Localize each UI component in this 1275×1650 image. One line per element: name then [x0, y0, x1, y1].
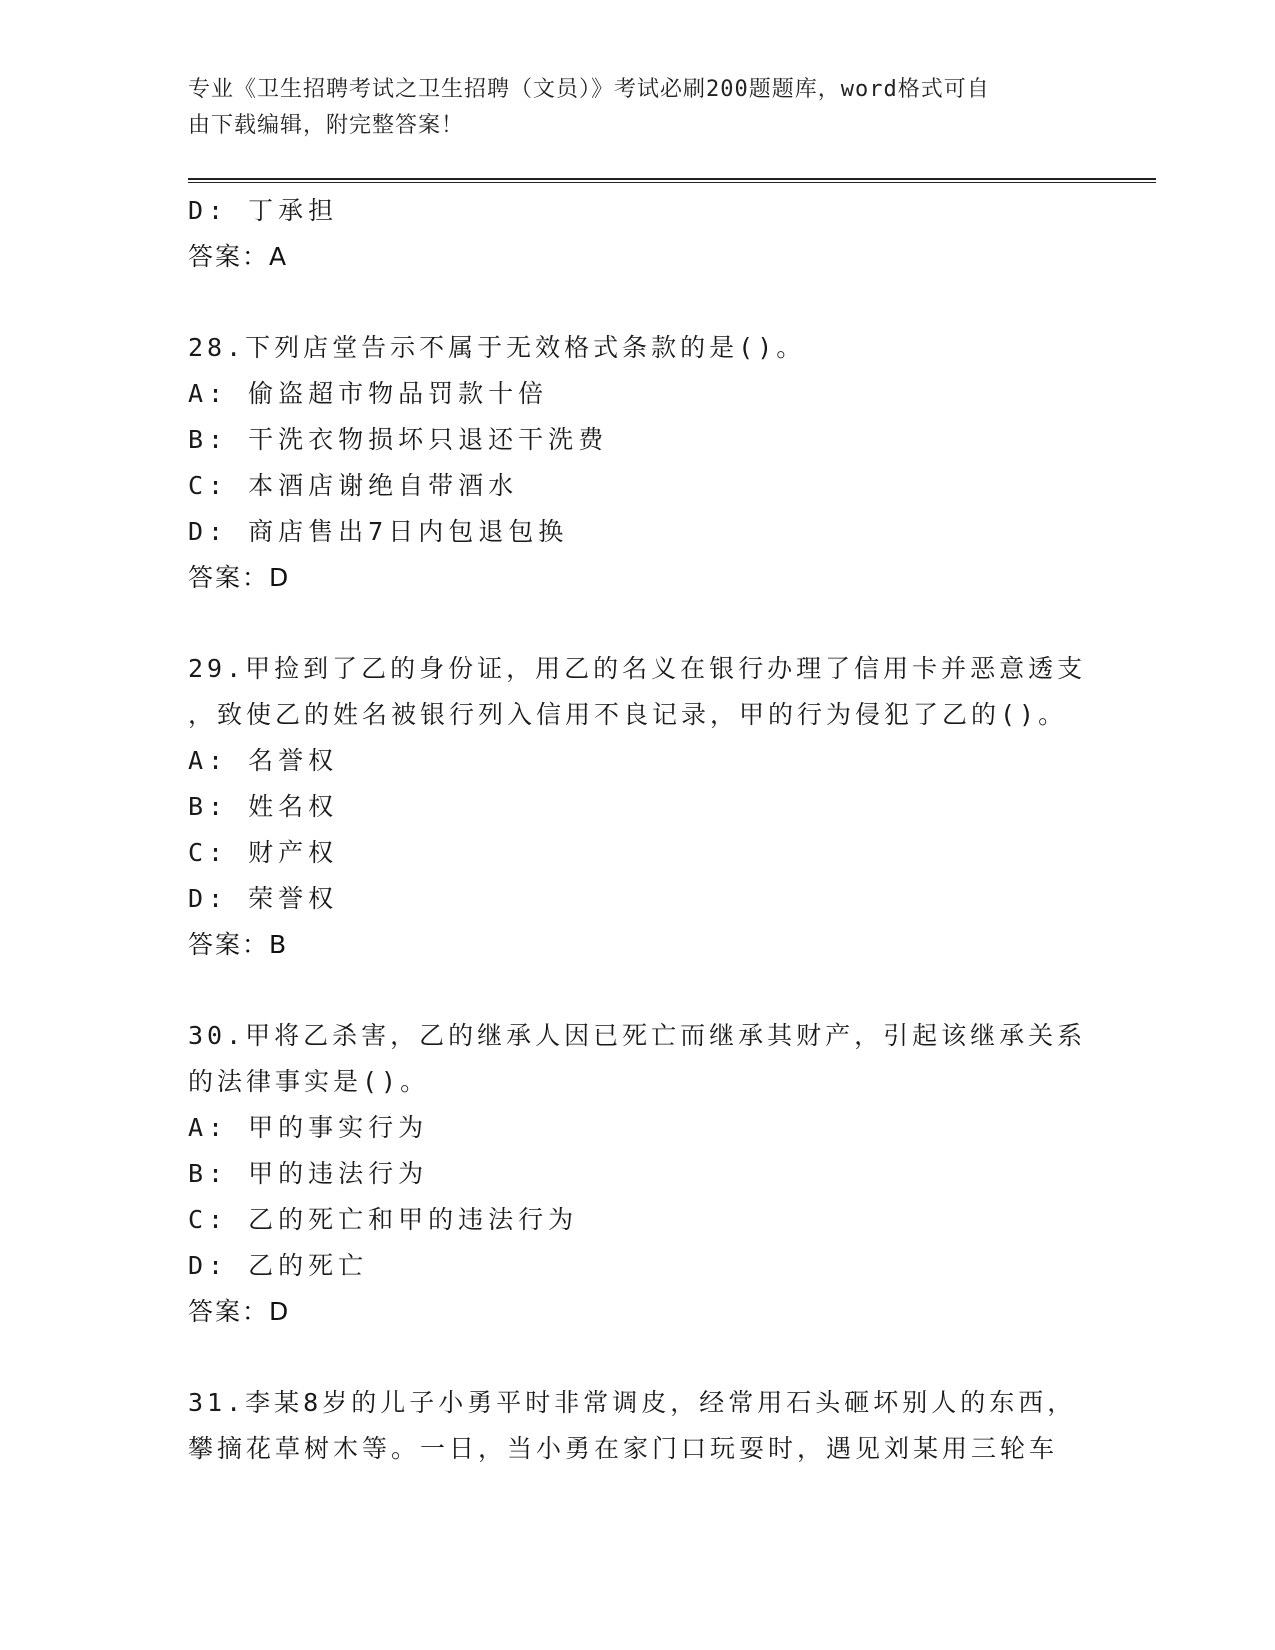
continued-question	[188, 188, 1088, 280]
answer-line: 答案：A	[188, 242, 289, 271]
option-d: D: 丁承担	[188, 196, 339, 225]
option-c: C: 本酒店谢绝自带酒水	[188, 471, 519, 500]
question-28	[188, 325, 1088, 601]
question-29	[188, 646, 1088, 968]
question-text-line: 31.李某8岁的儿子小勇平时非常调皮，经常用石头砸坏别人的东西，	[188, 1388, 1077, 1417]
option-c: C: 财产权	[188, 838, 339, 867]
question-text-line: 29.甲捡到了乙的身份证，用乙的名义在银行办理了信用卡并恶意透支	[188, 654, 1087, 683]
question-31	[188, 1380, 1088, 1472]
document-header	[188, 72, 1068, 144]
option-c: C: 乙的死亡和甲的违法行为	[188, 1205, 579, 1234]
option-d: D: 荣誉权	[188, 884, 339, 913]
question-text	[188, 1380, 1088, 1472]
question-30	[188, 1013, 1088, 1335]
option-b: B: 甲的违法行为	[188, 1159, 429, 1188]
answer-line: 答案：D	[188, 1297, 291, 1326]
question-text	[188, 1013, 1088, 1105]
header-line-2: 由下载编辑，附完整答案！	[188, 113, 465, 138]
question-text	[188, 646, 1088, 738]
question-list	[188, 188, 1088, 1472]
option-a: A: 名誉权	[188, 746, 339, 775]
question-text-line: 的法律事实是()。	[188, 1067, 430, 1096]
option-d: D: 乙的死亡	[188, 1251, 369, 1280]
question-text-line: 攀摘花草树木等。一日，当小勇在家门口玩耍时，遇见刘某用三轮车	[188, 1434, 1059, 1463]
question-text-line: ，致使乙的姓名被银行列入信用不良记录，甲的行为侵犯了乙的()。	[188, 700, 1068, 729]
header-line-1: 专业《卫生招聘考试之卫生招聘（文员）》考试必刷200题题库，word格式可自	[188, 77, 990, 102]
option-b: B: 干洗衣物损坏只退还干洗费	[188, 425, 609, 454]
option-d: D: 商店售出7日内包退包换	[188, 517, 569, 546]
option-a: A: 甲的事实行为	[188, 1113, 429, 1142]
question-text-line: 30.甲将乙杀害，乙的继承人因已死亡而继承其财产，引起该继承关系	[188, 1021, 1087, 1050]
question-text-line: 28.下列店堂告示不属于无效格式条款的是()。	[188, 333, 806, 362]
answer-line: 答案：B	[188, 930, 289, 959]
header-divider	[188, 178, 1156, 183]
question-text	[188, 325, 1088, 371]
answer-line: 答案：D	[188, 563, 291, 592]
option-a: A: 偷盗超市物品罚款十倍	[188, 379, 549, 408]
option-b: B: 姓名权	[188, 792, 339, 821]
